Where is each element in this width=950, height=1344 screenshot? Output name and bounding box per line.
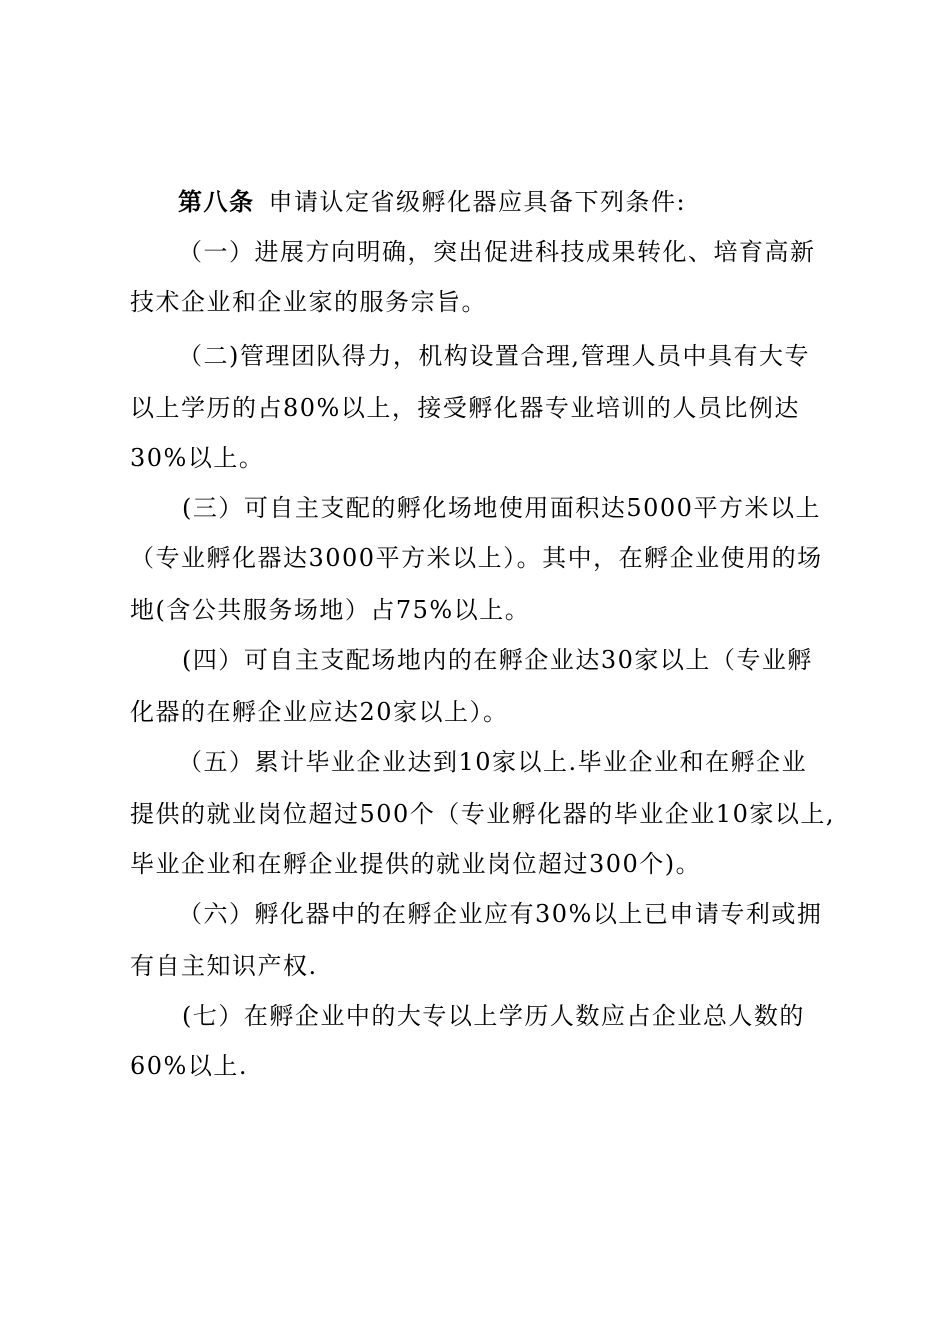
paragraph-line: 化器的在孵企业应达20家以上）。 (130, 698, 509, 726)
paragraph-line: 提供的就业岗位超过500个（专业孵化器的毕业企业10家以上, (130, 800, 835, 828)
paragraph-line: (四）可自主支配场地内的在孵企业达30家以上（专业孵 (182, 646, 813, 674)
article-heading: 第八条 (178, 187, 255, 216)
article-heading-line (178, 186, 686, 218)
paragraph-line: 以上学历的占80%以上，接受孵化器专业培训的人员比例达 (130, 394, 800, 422)
paragraph-line: (三）可自主支配的孵化场地使用面积达5000平方米以上 (182, 494, 821, 522)
paragraph-line: 30%以上。 (130, 444, 265, 472)
paragraph-line: （六）孵化器中的在孵企业应有30%以上已申请专利或拥 (178, 900, 823, 928)
paragraph-line: （一）进展方向明确，突出促进科技成果转化、培育高新 (178, 238, 816, 266)
paragraph-line: 有自主知识产权. (130, 952, 318, 980)
article-intro: 申请认定省级孵化器应具备下列条件: (268, 188, 687, 216)
paragraph-line: (七）在孵企业中的大专以上学历人数应占企业总人数的 (182, 1002, 805, 1030)
paragraph-line: 技术企业和企业家的服务宗旨。 (130, 288, 487, 316)
paragraph-line: 地(含公共服务场地）占75%以上。 (130, 596, 531, 624)
paragraph-line: 毕业企业和在孵企业提供的就业岗位超过300个)。 (130, 850, 702, 878)
paragraph-line: 60%以上. (130, 1052, 248, 1080)
paragraph-line: （二)管理团队得力，机构设置合理,管理人员中具有大专 (178, 342, 810, 370)
paragraph-line: （五）累计毕业企业达到10家以上.毕业企业和在孵企业 (178, 748, 808, 776)
paragraph-line: （专业孵化器达3000平方米以上）。其中，在孵企业使用的场 (130, 544, 823, 572)
